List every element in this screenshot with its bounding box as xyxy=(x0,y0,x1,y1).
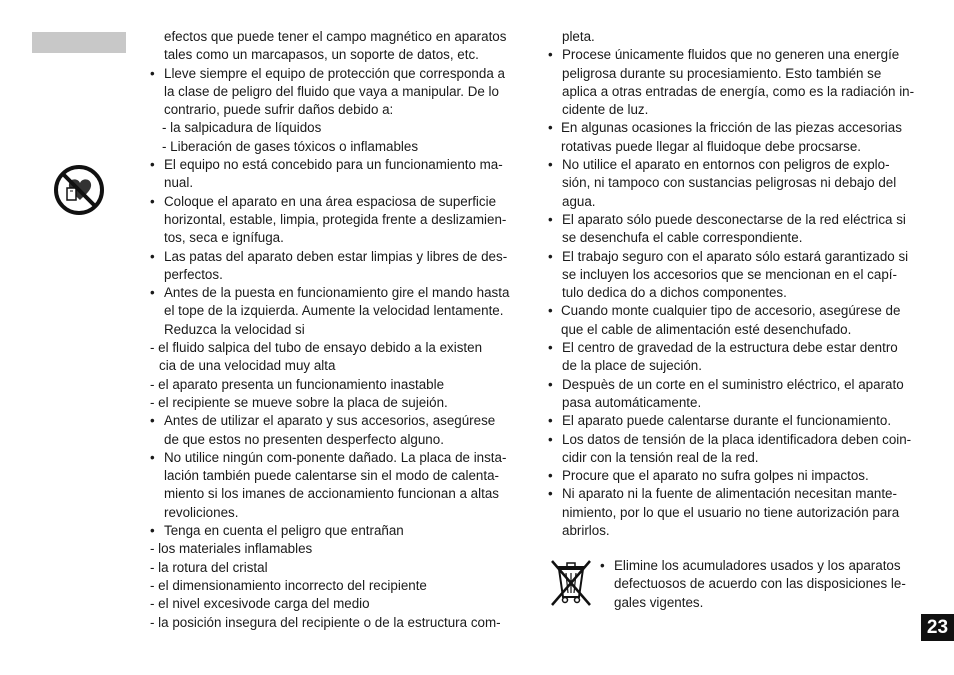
page-number: 23 xyxy=(921,614,954,641)
bullet-item: • Antes de utilizar el aparato y sus accesorios, asegúrese de que estos no presenten desperfecto alguno. xyxy=(150,412,523,449)
left-column xyxy=(150,28,523,632)
bullet-item: • Lleve siempre el equipo de protección que corresponda a la clase de peligro del fluido que vaya a manipular. De lo contrario, puede sufrir daños debido a: xyxy=(150,65,523,120)
bullet-item: • Despuès de un corte en el suministro eléctrico, el aparato pasa automáticamente. xyxy=(548,376,922,413)
bullet-item: • En algunas ocasiones la fricción de las piezas accesorias rotativas puede llegar al fluidoque debe procsarse. xyxy=(548,119,922,156)
dash-item: - la posición insegura del recipiente o de la estructura com- xyxy=(150,614,501,630)
dash-item: - la salpicadura de líquidos xyxy=(162,120,322,136)
dash-item: - el dimensionamiento incorrecto del recipiente xyxy=(150,577,427,593)
text-line: tales como un marcapasos, un soporte de datos, etc. xyxy=(164,47,479,63)
bullet-item: • No utilice ningún com-ponente dañado. La placa de insta- lación también puede calentarse sin el modo de calenta- miento si los imanes de accionamiento funcionan a altas revoliciones. xyxy=(150,449,523,522)
bullet-item: • Cuando monte cualquier tipo de accesorio, asegúrese de que el cable de alimentación esté desenchufado. xyxy=(548,302,922,339)
no-pacemaker-icon xyxy=(53,164,105,216)
bullet-item: • Coloque el aparato en una área espaciosa de superficie horizontal, estable, limpia, protegida frente a deslizamien- tos, seca e ignífuga. xyxy=(150,193,523,248)
bullet-item: • Procese únicamente fluidos que no generen una energíe peligrosa durante su procesiamiento. Esto también se aplica a otras entradas de energía, como es la radiación in- cidente de luz. xyxy=(548,46,922,119)
bullet-item: • El aparato sólo puede desconectarse de la red eléctrica si se desenchufa el cable correspondiente. xyxy=(548,211,922,248)
dash-item: - la rotura del cristal xyxy=(150,559,268,575)
dash-item: - Liberación de gases tóxicos o inflamables xyxy=(162,138,419,154)
text-line: pleta. xyxy=(562,29,595,44)
bullet-item: • No utilice el aparato en entornos con peligros de explo- sión, ni tampoco con sustancias peligrosas ni debajo del agua. xyxy=(548,156,922,211)
bullet-item: • Los datos de tensión de la placa identificadora deben coin- cidir con la tensión real de la red. xyxy=(548,431,922,468)
bullet-item: • Ni aparato ni la fuente de alimentación necesitan mante- nimiento, por lo que el usuario no tiene autorización para abrirlos. xyxy=(548,485,922,540)
text-line: efectos que puede tener el campo magnético en aparatos xyxy=(164,29,507,44)
crossed-out-bin-icon xyxy=(548,557,594,611)
dash-item: - el fluido salpica del tubo de ensayo debido a la existen xyxy=(150,340,483,356)
dash-item: - los materiales inflamables xyxy=(150,541,313,557)
bullet-item: • El trabajo seguro con el aparato sólo estará garantizado si se incluyen los accesorios que se mencionan en el capí- tulo dedica do a dichos componentes. xyxy=(548,248,922,303)
bullet-item: • El aparato puede calentarse durante el funcionamiento. xyxy=(548,412,922,430)
dash-item: - el recipiente se mueve sobre la placa de sujeión. xyxy=(150,394,448,410)
bullet-item: • Tenga en cuenta el peligro que entrañan xyxy=(150,522,523,540)
right-column xyxy=(548,28,922,540)
bullet-item: • Las patas del aparato deben estar limpias y libres de des- perfectos. xyxy=(150,248,523,285)
bullet-item: • Procure que el aparato no sufra golpes ni impactos. xyxy=(548,467,922,485)
disposal-notice xyxy=(548,557,922,613)
dash-item: - el aparato presenta un funcionamiento inastable xyxy=(150,376,445,392)
dash-item-continuation: cia de una velocidad muy alta xyxy=(159,358,336,374)
dash-item: - el nivel excesivode carga del medio xyxy=(150,596,370,612)
bullet-item: • Antes de la puesta en funcionamiento gire el mando hasta el tope de la izquierda. Aumente la velocidad lentamente. Reduzca la velocidad si xyxy=(150,284,523,339)
bullet-item: • El equipo no está concebido para un funcionamiento ma- nual. xyxy=(150,156,523,193)
disposal-text: • Elimine los acumuladores usados y los aparatos defectuosos de acuerdo con las disposiciones le- gales vigentes. xyxy=(600,557,936,612)
bullet-item: • El centro de gravedad de la estructura debe estar dentro de la place de sujeción. xyxy=(548,339,922,376)
section-tab-marker xyxy=(32,32,126,53)
